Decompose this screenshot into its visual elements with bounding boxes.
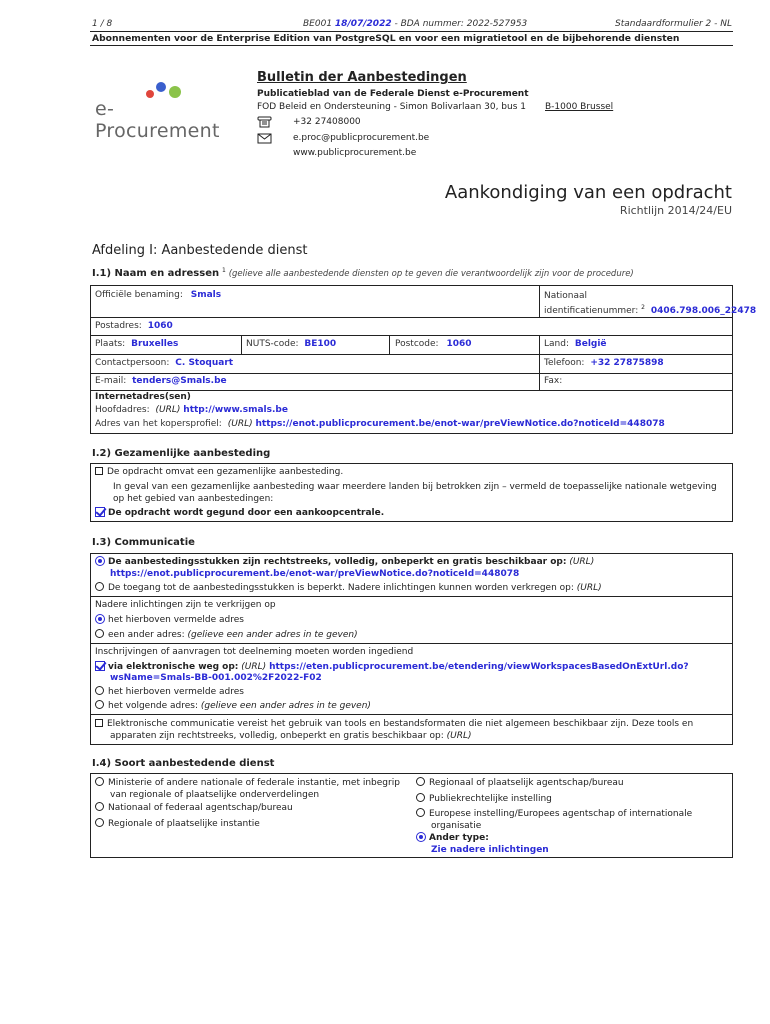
joint-procurement-label: De opdracht omvat een gezamenlijke aanbesteding. — [107, 467, 344, 477]
authority-right-4 — [416, 832, 549, 856]
authority-right-3 — [416, 808, 692, 832]
authority-ministry-label-1: Ministerie of andere nationale of federale instantie, met inbegrip — [108, 778, 400, 788]
notice-reference — [303, 19, 527, 29]
contact-row — [95, 358, 233, 368]
tools-url-tag: (URL) — [446, 731, 472, 741]
publisher-email[interactable]: e.proc@publicprocurement.be — [293, 133, 430, 143]
national-id-label-1: Nationaal — [544, 291, 588, 301]
form-name: Standaardformulier 2 - NL — [614, 19, 732, 29]
info-option-1 — [95, 614, 244, 625]
submit-url-tag: (URL) — [241, 662, 267, 672]
submit-radio-2[interactable] — [95, 686, 104, 695]
postcode-label: Postcode: — [395, 339, 439, 349]
section-i2-heading: I.2) Gezamenlijke aanbesteding — [92, 448, 271, 459]
fax-label: Fax: — [544, 376, 563, 386]
tools-option — [95, 718, 693, 742]
city-value: Bruxelles — [131, 339, 179, 349]
section-i3-heading: I.3) Communicatie — [92, 537, 195, 548]
bda-number: - BDA nummer: 2022-527953 — [394, 19, 528, 29]
info-option-1-label: het hierboven vermelde adres — [108, 615, 244, 625]
postcode-value: 1060 — [446, 339, 472, 349]
nuts-row — [246, 339, 336, 349]
authority-national-agency-label: Nationaal of federaal agentschap/bureau — [108, 803, 293, 813]
section-i1-heading — [92, 267, 634, 279]
authority-regional-label: Regionale of plaatselijke instantie — [108, 819, 260, 829]
info-radio-2[interactable] — [95, 629, 104, 638]
authority-left-1 — [95, 777, 400, 801]
info-radio-1[interactable] — [95, 614, 105, 624]
submit-option-3-label: het volgende adres: — [108, 701, 199, 711]
buyer-profile-row — [95, 419, 665, 429]
internet-heading: Internetadres(sen) — [95, 392, 191, 402]
submit-heading: Inschrijvingen of aanvragen tot deelneming moeten worden ingediend — [95, 647, 414, 657]
authority-radio-ministry[interactable] — [95, 777, 104, 786]
publication-date: 18/07/2022 — [334, 19, 392, 29]
country-label: Land: — [544, 339, 569, 349]
postcode-row — [395, 339, 472, 349]
email-value[interactable]: tenders@Smals.be — [132, 376, 227, 386]
submit-radio-3[interactable] — [95, 700, 104, 709]
authority-regional-agency-label: Regionaal of plaatselijk agentschap/bureau — [429, 778, 624, 788]
authority-european-label-2: organisatie — [431, 821, 482, 831]
docs-free-url-tag: (URL) — [569, 557, 595, 567]
postal-address-row — [95, 321, 173, 331]
buyer-profile-url-tag: (URL) — [227, 419, 253, 429]
docs-free-label: De aanbestedingsstukken zijn rechtstreeks, volledig, onbeperkt en gratis beschikbaar op: — [108, 557, 567, 567]
phone-icon — [257, 116, 272, 131]
postal-address-value: 1060 — [147, 321, 173, 331]
docs-limited-option — [95, 582, 602, 593]
submit-electronic-checkbox[interactable] — [95, 661, 105, 671]
page-number: 1 / 8 — [92, 19, 113, 29]
joint-note-line-1: In geval van een gezamenlijke aanbesteding waar meerdere landen bij betrokken zijn – vermeld de toepasselijke nationale wetgeving — [113, 482, 717, 492]
official-name-label: Officiële benaming: — [95, 290, 183, 300]
contact-label: Contactpersoon: — [95, 358, 170, 368]
phone-label: Telefoon: — [544, 358, 585, 368]
authority-ministry-label-2: van regionale of plaatselijke onderverdelingen — [110, 790, 320, 800]
tools-checkbox[interactable] — [95, 719, 103, 727]
submit-option-1 — [95, 661, 689, 672]
joint-procurement-note — [113, 481, 717, 505]
authority-left-3 — [95, 818, 260, 829]
publisher-address: FOD Beleid en Ondersteuning - Simon Bolivarlaan 30, bus 1 — [257, 102, 527, 112]
country-value: België — [574, 339, 607, 349]
notice-title: Aankondiging van een opdracht — [444, 182, 732, 203]
authority-radio-national-agency[interactable] — [95, 802, 104, 811]
publisher-city: B-1000 Brussel — [545, 102, 614, 112]
authority-left-2 — [95, 802, 293, 813]
contact-value: C. Stoquart — [175, 358, 234, 368]
central-purchasing-checkbox[interactable] — [95, 507, 105, 517]
national-id-cell — [544, 290, 756, 317]
country-row — [544, 339, 607, 349]
bulletin-subtitle: Publicatieblad van de Federale Dienst e-Procurement — [257, 89, 529, 99]
fax-row — [544, 376, 562, 386]
authority-radio-regional-agency[interactable] — [416, 777, 425, 786]
submit-electronic-label: via elektronische weg op: — [108, 662, 239, 672]
authority-radio-public-law[interactable] — [416, 793, 425, 802]
authority-radio-regional[interactable] — [95, 818, 104, 827]
joint-note-line-2: op het gebied van aanbestedingen: — [113, 494, 274, 504]
tools-label-1: Elektronische communicatie vereist het gebruik van tools en bestandsformaten die niet algemeen beschikbaar zijn. Deze tools en — [107, 719, 694, 729]
docs-free-option — [95, 556, 594, 567]
main-address-url-tag: (URL) — [155, 405, 181, 415]
info-option-2-label: een ander adres: — [108, 630, 185, 640]
authority-public-law-label: Publiekrechtelijke instelling — [429, 794, 552, 804]
joint-procurement-option — [95, 467, 343, 477]
submit-url-link-1[interactable]: https://eten.publicprocurement.be/etendering/viewWorkspacesBasedOnExtUrl.do? — [269, 662, 689, 672]
i1-heading-text: I.1) Naam en adressen — [92, 268, 220, 279]
phone-value: +32 27875898 — [590, 358, 664, 368]
submit-option-3 — [95, 700, 371, 711]
email-label: E-mail: — [95, 376, 127, 386]
bulletin-title: Bulletin der Aanbestedingen — [257, 70, 467, 85]
main-address-row — [95, 405, 288, 415]
postal-address-label: Postadres: — [95, 321, 142, 331]
docs-limited-url-tag: (URL) — [576, 583, 602, 593]
city-row — [95, 339, 178, 349]
authority-other-label: Ander type: — [429, 833, 489, 843]
submit-option-2 — [95, 686, 244, 697]
central-purchasing-label: De opdracht wordt gegund door een aankoopcentrale. — [108, 508, 385, 518]
authority-right-1 — [416, 777, 624, 788]
buyer-profile-label: Adres van het kopersprofiel: — [95, 419, 222, 429]
authority-other-value: Zie nadere inlichtingen — [431, 845, 549, 855]
email-row — [95, 376, 227, 386]
main-address-link[interactable]: http://www.smals.be — [183, 405, 288, 415]
docs-limited-label: De toegang tot de aanbestedingsstukken is beperkt. Nadere inlichtingen kunnen worden verkregen op: — [108, 583, 574, 593]
authority-radio-other[interactable] — [416, 832, 426, 842]
submit-option-3-note: (gelieve een ander adres in te geven) — [200, 701, 371, 711]
info-option-2 — [95, 629, 358, 640]
central-purchasing-option — [95, 507, 384, 518]
docs-limited-radio[interactable] — [95, 582, 104, 591]
national-id-sup: 2 — [641, 304, 645, 311]
city-label: Plaats: — [95, 339, 126, 349]
national-id-label-2: identificatienummer: — [544, 306, 639, 316]
phone-row — [544, 358, 664, 368]
authority-european-label-1: Europese instelling/Europees agentschap of internationale — [429, 809, 693, 819]
tools-label-2: apparaten zijn rechtstreeks, volledig, onbeperkt en gratis beschikbaar op: — [110, 731, 444, 741]
authority-radio-european[interactable] — [416, 808, 425, 817]
notice-subject: Abonnementen voor de Enterprise Edition van PostgreSQL en voor een migratietool en de bijbehorende diensten — [92, 33, 680, 44]
national-id-value: 0406.798.006_22478 — [650, 306, 757, 316]
nuts-value: BE100 — [304, 339, 337, 349]
info-heading: Nadere inlichtingen zijn te verkrijgen op — [95, 600, 276, 610]
docs-free-radio[interactable] — [95, 556, 105, 566]
official-name-value: Smals — [190, 290, 222, 300]
authority-right-2 — [416, 793, 552, 804]
docs-url-link[interactable]: https://enot.publicprocurement.be/enot-war/preViewNotice.do?noticeId=448078 — [110, 569, 520, 579]
ref-prefix: BE001 — [303, 19, 333, 29]
publisher-website[interactable]: www.publicprocurement.be — [293, 148, 417, 158]
publisher-phone: +32 27408000 — [293, 117, 361, 127]
official-name-row — [95, 290, 221, 300]
section-i4-heading: I.4) Soort aanbestedende dienst — [92, 758, 275, 769]
e-procurement-logo — [95, 78, 225, 142]
submit-option-2-label: het hierboven vermelde adres — [108, 687, 244, 697]
envelope-icon — [257, 133, 272, 147]
info-option-2-note: (gelieve een ander adres in te geven) — [187, 630, 358, 640]
section-title: Afdeling I: Aanbestedende dienst — [92, 243, 308, 258]
submit-url-link-2[interactable]: wsName=Smals-BB-001.002%2F2022-F02 — [110, 673, 322, 683]
main-address-label: Hoofdadres: — [95, 405, 150, 415]
nuts-label: NUTS-code: — [246, 339, 299, 349]
logo-text: e-Procurement — [95, 98, 220, 142]
directive: Richtlijn 2014/24/EU — [619, 204, 732, 217]
buyer-profile-link[interactable]: https://enot.publicprocurement.be/enot-war/preViewNotice.do?noticeId=448078 — [255, 419, 665, 429]
i1-sup: 1 — [221, 267, 226, 274]
joint-procurement-checkbox[interactable] — [95, 467, 103, 475]
i1-note: (gelieve alle aanbestedende diensten op te geven die verantwoordelijk zijn voor de procedure) — [228, 269, 634, 279]
